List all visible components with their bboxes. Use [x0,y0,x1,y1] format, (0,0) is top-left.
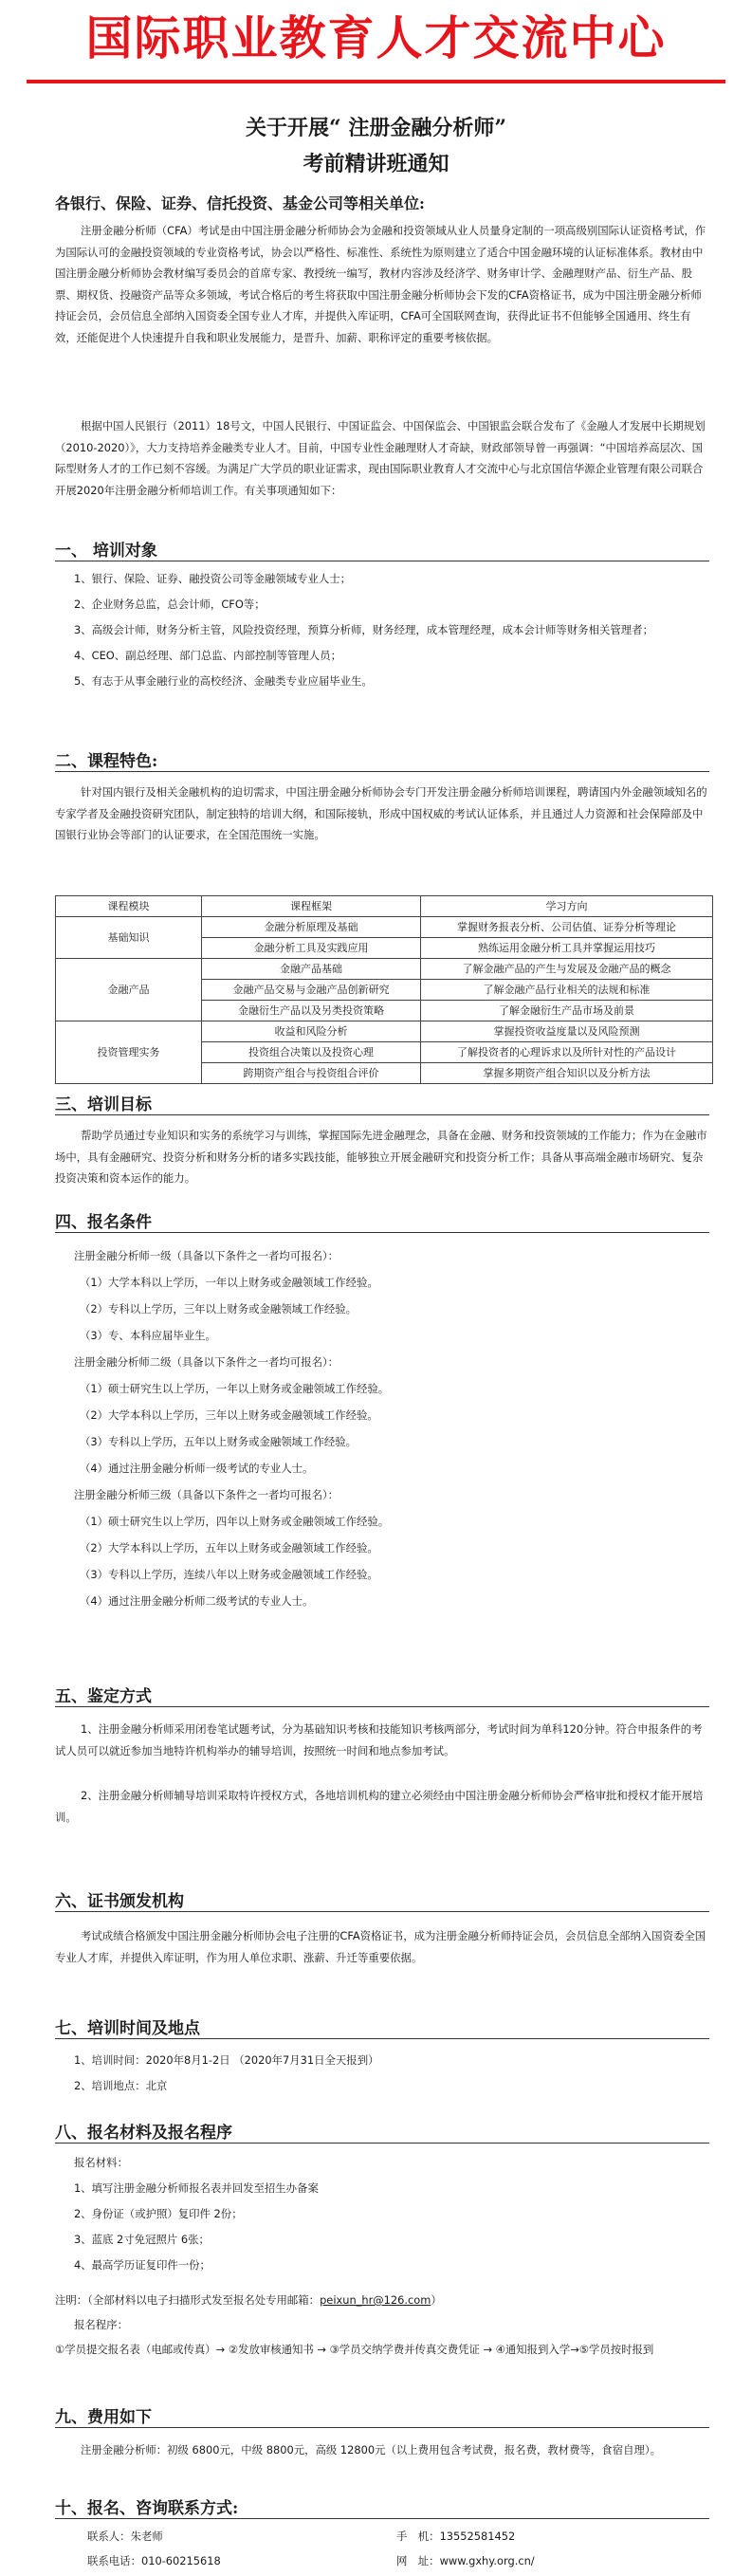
list-item: （3）专科以上学历，五年以上财务或金融领域工作经验。 [80,1435,358,1448]
framework-cell: 金融产品基础 [202,959,421,980]
module-cell: 投资管理实务 [56,1021,202,1084]
section-4-underline [55,1232,709,1233]
training-time: 1、培训时间：2020年8月1-2日 （2020年7月31日全天报到） [74,2053,379,2067]
section-3-paragraph: 帮助学员通过专业知识和实务的系统学习与训练，掌握国际先进金融理念，具备在金融、财务和投资领域的工作能力；作为在金融市场中，具有金融研究、投资分析和财务分析的诸多实践技能，能够独立开展金融研究和投资分析工作；具备从事高端金融市场研究、复杂投资决策和资本运作的能力。 [55,1129,707,1185]
notice-title-line2: 考前精讲班通知 [303,152,449,176]
section-1-heading: 一、 培训对象 [55,542,157,561]
direction-cell: 了解金融产品的产生与发展及金融产品的概念 [421,959,713,980]
section-5-paragraph-2: 2、注册金融分析师辅导培训采取特许授权方式，各地培训机构的建立必须经由中国注册金融分析师协会严格审批和授权才能开展培训。 [55,1789,704,1824]
section-10-underline [55,2518,709,2519]
section-9-underline [55,2427,709,2428]
section-7-heading: 七、培训时间及地点 [55,2019,200,2038]
framework-cell: 金融产品交易与金融产品创新研究 [202,980,421,1001]
section-5-heading: 五、鉴定方式 [55,1687,152,1706]
module-cell: 金融产品 [56,959,202,1021]
section-5-paragraph-1: 1、注册金融分析师采用闭卷笔试题考试，分为基础知识考核和技能知识考核两部分，考试时间为单科120分钟。符合申报条件的考试人员可以就近参加当地特许机构举办的辅导培训，按照统一时间和地点参加考试。 [55,1722,703,1757]
list-item: 5、有志于从事金融行业的高校经济、金融类专业应届毕业生。 [74,674,373,688]
list-item: （3）专科以上学历，连续八年以上财务或金融领域工作经验。 [80,1568,378,1581]
section-3-heading: 三、培训目标 [55,1095,152,1114]
contact-website[interactable]: 网 址：www.gxhy.org.cn/ [396,2554,535,2567]
section-8-heading: 八、报名材料及报名程序 [55,2124,232,2143]
direction-cell: 掌握投资收益度量以及风险预测 [421,1021,713,1042]
level-title: 注册金融分析师二级（具备以下条件之一者均可报名）： [74,1355,339,1369]
table-header-cell: 课程模块 [56,896,202,917]
section-4-heading: 四、报名条件 [55,1213,152,1232]
section-2-underline [55,771,709,772]
framework-cell: 收益和风险分析 [202,1021,421,1042]
section-7-underline [55,2038,709,2039]
intro-paragraph-2: 根据中国人民银行（2011）18号文，中国人民银行、中国证监会、中国保监会、中国银监会联合发布了《金融人才发展中长期规划（2010-2020）》，大力支持培养金融类专业人才。目前，中国专业性金融理财人才奇缺，财政部领导曾一再强调：“中国培养高层次、国际型财务人才的工作已刻不容缓。为满足广大学员的职业证需求，现由国际职业教育人才交流中心与北京国信华源企业管理有限公司联合开展2020年注册金融分析师培训工作。有关事项通知如下： [55,419,706,497]
framework-cell: 金融分析工具及实践应用 [202,938,421,959]
list-item: 3、蓝底 2寸免冠照片 6张； [74,2233,210,2246]
list-item: 1、填写注册金融分析师报名表并回发至招生办备案 [74,2181,319,2195]
list-item: （4）通过注册金融分析师一级考试的专业人士。 [80,1462,314,1475]
section-6-paragraph: 考试成绩合格颁发中国注册金融分析师协会电子注册的CFA资格证书，成为注册金融分析师持证会员，会员信息全部纳入国资委全国专业人才库，并提供入库证明，作为用人单位求职、涨薪、升迁等重要依据。 [55,1929,706,1964]
section-1-list [74,569,709,691]
section-9-heading: 九、费用如下 [55,2408,152,2427]
addressee: 各银行、保险、证券、信托投资、基金公司等相关单位: [55,194,425,212]
notice-title-line1: 关于开展“ 注册金融分析师” [246,116,506,140]
framework-cell: 金融分析原理及基础 [202,917,421,938]
org-name-banner: 国际职业教育人才交流中心 [85,11,667,65]
list-item: 1、银行、保险、证券、融投资公司等金融领域专业人士； [74,572,352,585]
section-6-heading: 六、证书颁发机构 [55,1892,184,1911]
table-header-cell: 学习方向 [421,896,713,917]
materials-title: 报名材料： [74,2156,128,2169]
direction-cell: 了解金融衍生产品市场及前景 [421,1001,713,1021]
table-header-cell: 课程框架 [202,896,421,917]
framework-cell: 跨期资产组合与投资组合评价 [202,1063,421,1084]
list-item: （3）专、本科应届毕业生。 [80,1329,216,1342]
email-note [55,2290,709,2311]
direction-cell: 掌握多期资产组合知识以及分析方法 [421,1063,713,1084]
module-cell: 基础知识 [56,917,202,959]
list-item: （4）通过注册金融分析师二级考试的专业人士。 [80,1594,314,1608]
section-6-underline [55,1911,709,1912]
table-header-row [56,896,713,917]
section-8-underline [55,2143,709,2144]
section-10-heading: 十、报名、咨询联系方式: [55,2499,239,2518]
direction-cell: 了解金融产品行业相关的法规和标准 [421,980,713,1001]
level-title: 注册金融分析师一级（具备以下条件之一者均可报名）： [74,1249,339,1262]
section-3-underline [55,1114,709,1115]
procedure-steps: ①学员提交报名表（电邮或传真）→ ②发放审核通知书 → ③学员交纳学费并传真交费凭证 → ④通知报到入学→⑤学员按时报到 [55,2343,654,2356]
contact-person: 联系人：朱老师 [87,2530,163,2543]
section-2-paragraph: 针对国内银行及相关金融机构的迫切需求，中国注册金融分析师协会专门开发注册金融分析师培训课程，聘请国内外金融领域知名的专家学者及金融投资研究团队，制定独特的培训大纲，和国际接轨，形成中国权威的考试认证体系，并且通过人力资源和社会保障部及中国银行业协会等部门的认证要求，在全国范围统一实施。 [55,785,707,841]
list-item: （2）大学本科以上学历，三年以上财务或金融领域工作经验。 [80,1408,378,1422]
section-2-heading: 二、课程特色: [55,752,158,771]
contact-phone[interactable]: 联系电话：010-60215618 [87,2554,221,2567]
framework-cell: 金融衍生产品以及另类投资策略 [202,1001,421,1021]
direction-cell: 熟练运用金融分析工具并掌握运用技巧 [421,938,713,959]
list-item: 3、高级会计师，财务分析主管，风险投资经理，预算分析师，财务经理，成本管理经理，成本会计师等财务相关管理者； [74,623,653,636]
list-item: （1）硕士研究生以上学历，四年以上财务或金融领域工作经验。 [80,1515,390,1528]
email-note-suffix: ） [431,2293,442,2307]
contact-mobile[interactable]: 手 机：13552581452 [396,2530,516,2543]
list-item: （2）专科以上学历，三年以上财务或金融领域工作经验。 [80,1302,358,1316]
direction-cell: 了解投资者的心理诉求以及所针对性的产品设计 [421,1042,713,1063]
red-divider-line [27,80,725,83]
table-row [56,959,713,980]
procedure-title: 报名程序： [74,2318,128,2331]
email-note-prefix: 注明：（全部材料以电子扫描形式发至报名处专用邮箱： [55,2293,321,2307]
list-item: （2）大学本科以上学历，五年以上财务或金融领域工作经验。 [80,1541,378,1555]
training-place: 2、培训地点：北京 [74,2079,168,2092]
list-item: 4、最高学历证复印件一份； [74,2258,211,2272]
section-7-details [74,2051,709,2096]
section-9-paragraph: 注册金融分析师：初级 6800元，中级 8800元，高级 12800元（以上费用包含考试费，报名费，教材费等，食宿自理）。 [81,2443,661,2456]
list-item: 4、CEO、副总经理、部门总监、内部控制等管理人员； [74,649,341,662]
section-8-materials [74,2153,709,2275]
framework-cell: 投资组合决策以及投资心理 [202,1042,421,1063]
intro-paragraph-1: 注册金融分析师（CFA）考试是由中国注册金融分析师协会为金融和投资领域从业人员量身定制的一项高级别国际认证资格考试，作为国际认可的金融投资领域的专业资格考试，协会以严格性、标准性、系统性为原则建立了适合中国金融环境的认证标准体系。教材由中国注册金融分析师协会教材编写委员会的首席专家、教授统一编写，教材内容涉及经济学、财务审计学、金融理财产品、衍生产品、股票、期权货、投融资产品等众多领域，考试合格后的考生将获取中国注册金融分析师协会下发的CFA资格证书，成为中国注册金融分析师持证会员，会员信息全部纳入国资委全国专业人才库，并提供入库证明，CFA可全国联网查询，获得此证书不但能够全国通用、终生有效，还能促进个人快速提升自我和职业发展能力，是晋升、加薪、职称评定的重要考核依据。 [55,224,706,344]
list-item: 2、企业财务总监，总会计师，CFO等； [74,598,266,611]
direction-cell: 掌握财务报表分析、公司估值、证券分析等理论 [421,917,713,938]
table-row [56,917,713,938]
list-item: 2、身份证（或护照）复印件 2份； [74,2207,243,2220]
list-item: （1）大学本科以上学历，一年以上财务或金融领域工作经验。 [80,1276,378,1289]
list-item: （1）硕士研究生以上学历，一年以上财务或金融领域工作经验。 [80,1382,390,1395]
email-link[interactable]: peixun_hr@126.com [320,2293,431,2307]
level-title: 注册金融分析师三级（具备以下条件之一者均可报名）： [74,1488,339,1501]
section-5-underline [55,1706,709,1707]
course-table [55,895,713,1084]
section-4-conditions [74,1246,709,1611]
table-row [56,1021,713,1042]
